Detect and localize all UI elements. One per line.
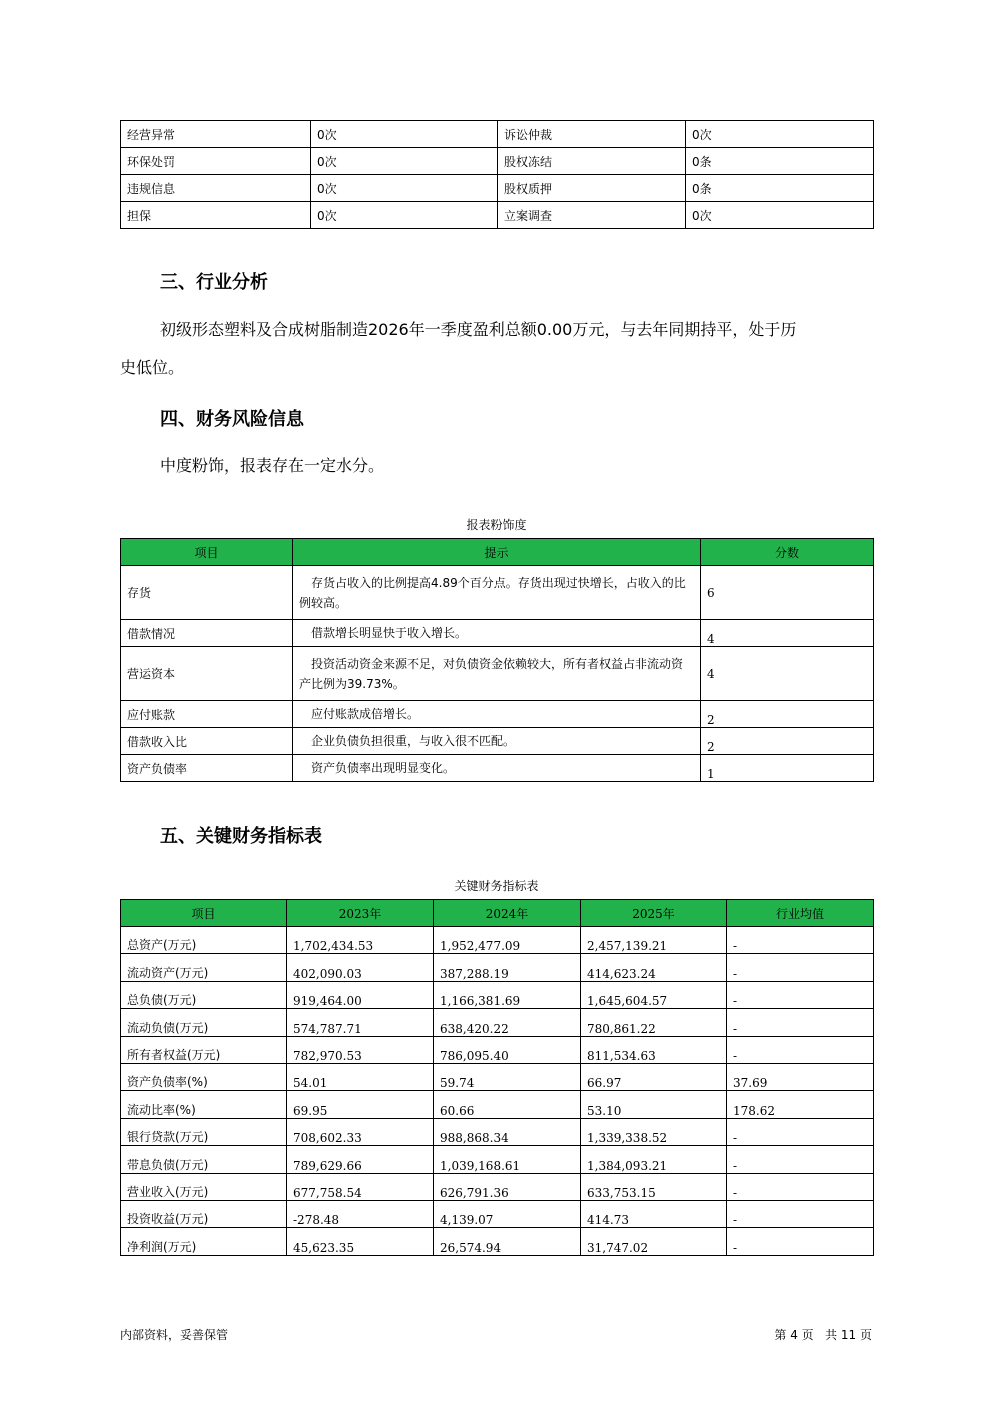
column-header: 2023年	[287, 900, 434, 927]
table-row	[121, 755, 874, 782]
industry-paragraph-line2: 史低位。	[120, 358, 185, 377]
table-row	[121, 1036, 874, 1063]
tip-cell: 借款增长明显快于收入增长。	[293, 620, 701, 647]
table-row	[121, 202, 874, 229]
value-cell: -	[727, 927, 874, 954]
score-cell: 4	[701, 647, 874, 701]
risk-label: 诉讼仲裁	[498, 121, 686, 148]
risk-label: 立案调查	[498, 202, 686, 229]
table-row	[121, 1118, 874, 1145]
risk-label: 违规信息	[121, 175, 311, 202]
value-cell: 789,629.66	[287, 1146, 434, 1173]
tip-cell: 投资活动资金来源不足，对负债资金依赖较大，所有者权益占非流动资产比例为39.73%。	[293, 647, 701, 701]
value-cell: 1,702,434.53	[287, 927, 434, 954]
column-header: 2024年	[434, 900, 581, 927]
risk-label: 环保处罚	[121, 148, 311, 175]
table-row	[121, 1091, 874, 1118]
item-cell: 资产负债率	[121, 755, 293, 782]
score-cell: 6	[701, 566, 874, 620]
value-cell: 4,139.07	[434, 1200, 581, 1227]
table-row	[121, 1200, 874, 1227]
score-cell: 1	[701, 755, 874, 782]
section-heading-industry: 三、行业分析	[160, 272, 268, 293]
indicator-name-cell: 流动比率(%)	[121, 1091, 287, 1118]
value-cell: 66.97	[581, 1063, 727, 1090]
value-cell: 178.62	[727, 1091, 874, 1118]
financial-risk-paragraph: 中度粉饰，报表存在一定水分。	[160, 456, 385, 475]
value-cell: 69.95	[287, 1091, 434, 1118]
key-table-body	[121, 927, 874, 1256]
value-cell: 59.74	[434, 1063, 581, 1090]
table-row	[121, 175, 874, 202]
page-number: 第 4 页 共 11 页	[774, 1328, 872, 1342]
risk-value: 0次	[686, 121, 874, 148]
indicator-name-cell: 流动负债(万元)	[121, 1009, 287, 1036]
value-cell: 1,384,093.21	[581, 1146, 727, 1173]
key-financial-table	[120, 899, 874, 1256]
value-cell: 45,623.35	[287, 1228, 434, 1255]
risk-label: 股权质押	[498, 175, 686, 202]
table-header-row	[121, 539, 874, 566]
indicator-name-cell: 流动资产(万元)	[121, 954, 287, 981]
risk-value: 0次	[311, 175, 498, 202]
table-row	[121, 1173, 874, 1200]
table-row	[121, 620, 874, 647]
risk-summary-table	[120, 120, 874, 229]
indicator-name-cell: 资产负债率(%)	[121, 1063, 287, 1090]
item-cell: 营运资本	[121, 647, 293, 701]
value-cell: -278.48	[287, 1200, 434, 1227]
indicator-name-cell: 带息负债(万元)	[121, 1146, 287, 1173]
item-cell: 存货	[121, 566, 293, 620]
score-cell: 2	[701, 728, 874, 755]
value-cell: 638,420.22	[434, 1009, 581, 1036]
indicator-name-cell: 银行贷款(万元)	[121, 1118, 287, 1145]
value-cell: 811,534.63	[581, 1036, 727, 1063]
indicator-name-cell: 营业收入(万元)	[121, 1173, 287, 1200]
tip-cell: 存货占收入的比例提高4.89个百分点。存货出现过快增长，占收入的比例较高。	[293, 566, 701, 620]
value-cell: -	[727, 1228, 874, 1255]
section-heading-key-indicators: 五、关键财务指标表	[160, 826, 322, 847]
table-row	[121, 728, 874, 755]
value-cell: 782,970.53	[287, 1036, 434, 1063]
value-cell: 60.66	[434, 1091, 581, 1118]
table-row	[121, 954, 874, 981]
footer-note: 内部资料，妥善保管	[120, 1328, 229, 1342]
table-caption: 关键财务指标表	[454, 879, 539, 893]
risk-value: 0条	[686, 148, 874, 175]
value-cell: 26,574.94	[434, 1228, 581, 1255]
value-cell: 780,861.22	[581, 1009, 727, 1036]
table-row	[121, 1146, 874, 1173]
item-cell: 借款情况	[121, 620, 293, 647]
risk-label: 担保	[121, 202, 311, 229]
whitewash-table	[120, 538, 874, 782]
value-cell: 988,868.34	[434, 1118, 581, 1145]
value-cell: 677,758.54	[287, 1173, 434, 1200]
value-cell: 387,288.19	[434, 954, 581, 981]
value-cell: -	[727, 981, 874, 1008]
value-cell: 1,339,338.52	[581, 1118, 727, 1145]
risk-value: 0次	[311, 202, 498, 229]
value-cell: 1,166,381.69	[434, 981, 581, 1008]
column-header: 2025年	[581, 900, 727, 927]
indicator-name-cell: 总资产(万元)	[121, 927, 287, 954]
table-row	[121, 1009, 874, 1036]
table-row	[121, 121, 874, 148]
tip-cell: 资产负债率出现明显变化。	[293, 755, 701, 782]
table-row	[121, 148, 874, 175]
value-cell: 708,602.33	[287, 1118, 434, 1145]
risk-value: 0次	[311, 121, 498, 148]
risk-value: 0次	[686, 202, 874, 229]
value-cell: 37.69	[727, 1063, 874, 1090]
value-cell: 414.73	[581, 1200, 727, 1227]
indicator-name-cell: 总负债(万元)	[121, 981, 287, 1008]
table-row	[121, 566, 874, 620]
industry-paragraph-line1: 初级形态塑料及合成树脂制造2026年一季度盈利总额0.00万元，与去年同期持平，处于历	[160, 320, 797, 339]
value-cell: -	[727, 1036, 874, 1063]
column-header: 行业均值	[727, 900, 874, 927]
score-cell: 4	[701, 620, 874, 647]
table-row	[121, 701, 874, 728]
item-cell: 应付账款	[121, 701, 293, 728]
table-row	[121, 1228, 874, 1255]
table-caption: 报表粉饰度	[466, 518, 527, 532]
indicator-name-cell: 所有者权益(万元)	[121, 1036, 287, 1063]
value-cell: -	[727, 1200, 874, 1227]
column-header: 提示	[293, 539, 701, 566]
value-cell: 919,464.00	[287, 981, 434, 1008]
value-cell: 1,645,604.57	[581, 981, 727, 1008]
column-header: 项目	[121, 539, 293, 566]
value-cell: -	[727, 1009, 874, 1036]
item-cell: 借款收入比	[121, 728, 293, 755]
value-cell: 2,457,139.21	[581, 927, 727, 954]
indicator-name-cell: 净利润(万元)	[121, 1228, 287, 1255]
value-cell: 574,787.71	[287, 1009, 434, 1036]
value-cell: -	[727, 1146, 874, 1173]
table-row	[121, 927, 874, 954]
value-cell: 633,753.15	[581, 1173, 727, 1200]
table-row	[121, 981, 874, 1008]
value-cell: -	[727, 1173, 874, 1200]
value-cell: -	[727, 1118, 874, 1145]
value-cell: 402,090.03	[287, 954, 434, 981]
value-cell: 786,095.40	[434, 1036, 581, 1063]
column-header: 分数	[701, 539, 874, 566]
score-cell: 2	[701, 701, 874, 728]
risk-label: 经营异常	[121, 121, 311, 148]
risk-value: 0次	[311, 148, 498, 175]
value-cell: 1,039,168.61	[434, 1146, 581, 1173]
value-cell: 626,791.36	[434, 1173, 581, 1200]
table-row	[121, 647, 874, 701]
table-header-row	[121, 900, 874, 927]
value-cell: 53.10	[581, 1091, 727, 1118]
value-cell: 54.01	[287, 1063, 434, 1090]
risk-value: 0条	[686, 175, 874, 202]
table-row	[121, 1063, 874, 1090]
tip-cell: 应付账款成倍增长。	[293, 701, 701, 728]
value-cell: 31,747.02	[581, 1228, 727, 1255]
risk-label: 股权冻结	[498, 148, 686, 175]
value-cell: 414,623.24	[581, 954, 727, 981]
value-cell: 1,952,477.09	[434, 927, 581, 954]
tip-cell: 企业负债负担很重，与收入很不匹配。	[293, 728, 701, 755]
value-cell: -	[727, 954, 874, 981]
indicator-name-cell: 投资收益(万元)	[121, 1200, 287, 1227]
section-heading-financial-risk: 四、财务风险信息	[160, 409, 304, 430]
column-header: 项目	[121, 900, 287, 927]
